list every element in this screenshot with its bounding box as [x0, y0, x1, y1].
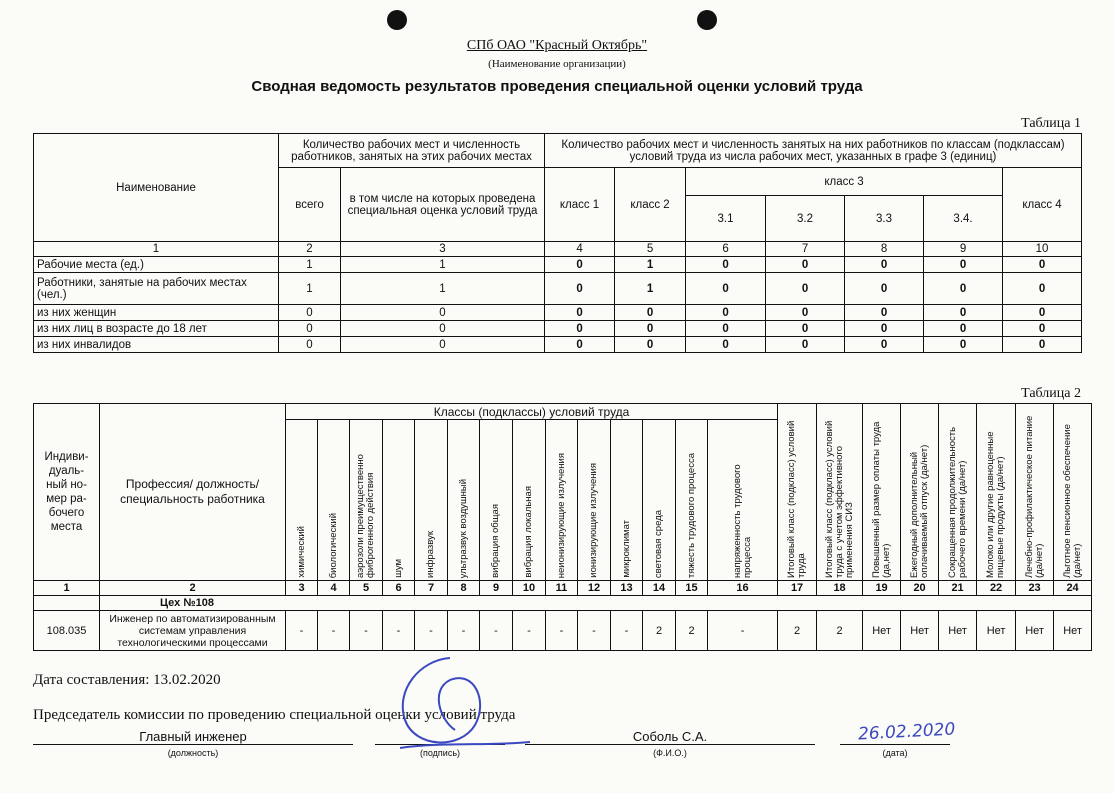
date-line: [840, 744, 950, 745]
t1-cell: 0: [1003, 257, 1082, 273]
table2-label: Таблица 2: [1021, 386, 1081, 401]
t1-header-class3-2: 3.2: [766, 196, 845, 242]
t1-col-number: 8: [845, 242, 924, 257]
t2-col-number: 8: [448, 581, 480, 596]
t2-header-factor: [513, 420, 546, 581]
t1-cell: 0: [766, 273, 845, 305]
t1-header-workplaces: Количество рабочих мест и численность работников, занятых на этих рабочих местах: [279, 134, 545, 168]
t1-column-numbers: [34, 242, 1082, 257]
t2-header-factor: [480, 420, 513, 581]
t2-header-factor: [415, 420, 448, 581]
t2-cell: -: [513, 611, 546, 651]
t2-header-factor: [643, 420, 676, 581]
t1-cell: 0: [1003, 337, 1082, 353]
t1-cell: 0: [279, 337, 341, 353]
t2-header-factor: [448, 420, 480, 581]
table1: [33, 133, 1082, 353]
t1-cell: 0: [686, 257, 766, 273]
t1-header-class3-1: 3.1: [686, 196, 766, 242]
t1-cell: 0: [341, 305, 545, 321]
t2-cell: 2: [676, 611, 708, 651]
t2-header-factor: [286, 420, 318, 581]
t1-col-number: 6: [686, 242, 766, 257]
t2-section-title: Цех №108: [100, 596, 1092, 611]
t2-row-id: 108.035: [34, 611, 100, 651]
table1-label: Таблица 1: [1021, 116, 1081, 131]
t1-cell: 1: [615, 273, 686, 305]
t1-cell: 0: [924, 273, 1003, 305]
t1-cell: 0: [1003, 305, 1082, 321]
t1-row-name: из них инвалидов: [34, 337, 279, 353]
organization-name: СПб ОАО "Красный Октябрь": [466, 38, 648, 53]
t1-cell: 0: [341, 321, 545, 337]
t2-col-number: 20: [901, 581, 939, 596]
t1-cell: 0: [686, 273, 766, 305]
t2-header-extra: [939, 404, 977, 581]
t1-cell: 1: [341, 273, 545, 305]
t2-cell: -: [350, 611, 383, 651]
t1-cell: 0: [766, 337, 845, 353]
t2-header-extra: [1054, 404, 1092, 581]
t2-header-extra: [1016, 404, 1054, 581]
t2-header-factor: [546, 420, 578, 581]
t2-cell: -: [611, 611, 643, 651]
t2-col-number: 4: [318, 581, 350, 596]
t2-header-factor-text: ионизирующие излучения: [588, 463, 599, 578]
t1-row-name: Работники, занятые на рабочих местах (чел.): [34, 273, 279, 305]
t2-col-number: 19: [863, 581, 901, 596]
t1-col-number: 10: [1003, 242, 1082, 257]
t2-cell: -: [286, 611, 318, 651]
t1-cell: 1: [279, 273, 341, 305]
t2-header-extra-text: Итоговый класс (подкласс) условий труда: [786, 420, 808, 578]
t2-header-factor: [611, 420, 643, 581]
t1-cell: 1: [341, 257, 545, 273]
t1-col-number: 9: [924, 242, 1003, 257]
t1-header-total: всего: [279, 168, 341, 242]
t1-col-number: 4: [545, 242, 615, 257]
t1-row-name: из них лиц в возрасте до 18 лет: [34, 321, 279, 337]
t2-col-number: 17: [778, 581, 817, 596]
t2-header-factor: [676, 420, 708, 581]
t2-cell: 2: [778, 611, 817, 651]
t2-cell: 2: [817, 611, 863, 651]
t1-cell: 0: [615, 321, 686, 337]
t2-header-extra-text: Повышенный размер оплаты труда (да,нет): [870, 421, 892, 578]
document-title: Сводная ведомость результатов проведения специальной оценки условий труда: [251, 78, 863, 95]
t2-header-factor-text: шум: [392, 559, 404, 578]
t2-header-factor-text: тяжесть трудового процесса: [685, 452, 697, 578]
t1-cell: 0: [279, 305, 341, 321]
t1-cell: 0: [845, 321, 924, 337]
t2-col-number: 11: [546, 581, 578, 596]
t2-header-factor-text: биологический: [327, 512, 339, 578]
t2-col-number: 23: [1016, 581, 1054, 596]
t2-header-extra: [901, 404, 939, 581]
t2-header-extra-text: Молоко или другие равноценные пищевые продукты (да/нет): [985, 431, 1007, 578]
t1-cell: 0: [766, 321, 845, 337]
t1-cell: 0: [1003, 273, 1082, 305]
t2-header-id: [34, 404, 100, 581]
t2-header-extra: [863, 404, 901, 581]
t2-cell: -: [383, 611, 415, 651]
name-line: [525, 744, 815, 745]
t2-col-number: 22: [977, 581, 1016, 596]
signature-caption: (подпись): [419, 748, 461, 758]
t2-header-factor-text: инфразвук: [425, 531, 436, 578]
t1-row: [34, 337, 1082, 353]
t2-col-number: 6: [383, 581, 415, 596]
t1-row-name: Рабочие места (ед.): [34, 257, 279, 273]
t2-header-factor-text: неионизирующие излучения: [555, 452, 567, 578]
t1-cell: 0: [545, 257, 615, 273]
t1-cell: 0: [924, 321, 1003, 337]
t2-header-factor-text: напряженность трудового процесса: [731, 464, 753, 578]
t1-cell: 0: [686, 305, 766, 321]
t1-cell: 0: [845, 337, 924, 353]
t1-col-number: 3: [341, 242, 545, 257]
t2-col-number: 7: [415, 581, 448, 596]
t1-cell: 0: [766, 257, 845, 273]
t2-section-blank: [34, 596, 100, 611]
t1-col-number: 7: [766, 242, 845, 257]
t1-cell: 0: [341, 337, 545, 353]
t1-header-class1: класс 1: [545, 168, 615, 242]
handwritten-date: 26.02.2020: [857, 719, 956, 745]
t2-cell: 2: [643, 611, 676, 651]
t1-cell: 0: [615, 305, 686, 321]
t1-header-class3-4: 3.4.: [924, 196, 1003, 242]
t2-header-extra-text: Сокращенная продолжительность рабочего времени (да/нет): [946, 426, 968, 578]
t1-cell: 1: [279, 257, 341, 273]
t2-header-factor-text: вибрация локальная: [523, 486, 534, 578]
t1-cell: 0: [924, 257, 1003, 273]
t2-header-factor-text: химический: [295, 526, 307, 578]
t2-header-factor-text: микроклимат: [620, 520, 632, 578]
t2-cell: Нет: [863, 611, 901, 651]
t1-header-class3-3: 3.3: [845, 196, 924, 242]
t2-header-factor: [708, 420, 778, 581]
t1-cell: 0: [845, 257, 924, 273]
t1-row-name: из них женщин: [34, 305, 279, 321]
t2-header-factor: [350, 420, 383, 581]
t2-col-number: 5: [350, 581, 383, 596]
t1-row: [34, 321, 1082, 337]
signature-scribble: [380, 650, 540, 760]
punch-hole-left: [387, 10, 407, 30]
t1-cell: 0: [845, 273, 924, 305]
t1-header-class2: класс 2: [615, 168, 686, 242]
t2-column-numbers: [34, 581, 1092, 596]
t2-col-number: 10: [513, 581, 546, 596]
position-value: Главный инженер: [139, 729, 247, 744]
t1-header-assessed: в том числе на которых проведена специальная оценка условий труда: [341, 168, 545, 242]
t1-cell: 0: [924, 337, 1003, 353]
t2-cell: Нет: [901, 611, 939, 651]
t2-header-extra-text: Лечебно-профилактическое питание (да/нет): [1023, 415, 1045, 578]
t2-col-number: 16: [708, 581, 778, 596]
t1-cell: 0: [545, 321, 615, 337]
t2-header-extra-text: Ежегодный дополнительный оплачиваемый отпуск (да/нет): [908, 444, 930, 578]
t2-col-number: 15: [676, 581, 708, 596]
organization-caption: (Наименование организации): [488, 58, 626, 70]
t1-col-number: 5: [615, 242, 686, 257]
t2-header-factor-text: световая среда: [653, 509, 664, 578]
position-line: [33, 744, 353, 745]
t1-cell: 0: [545, 337, 615, 353]
t2-col-number: 3: [286, 581, 318, 596]
date-caption: (дата): [882, 748, 908, 758]
t1-header-name: Наименование: [34, 134, 279, 242]
table2: [33, 403, 1092, 651]
t2-cell: -: [546, 611, 578, 651]
t2-cell: Нет: [1054, 611, 1092, 651]
t1-cell: 0: [845, 305, 924, 321]
t2-cell: -: [578, 611, 611, 651]
t1-cell: 0: [766, 305, 845, 321]
t2-cell: -: [448, 611, 480, 651]
t1-cell: 0: [686, 321, 766, 337]
t1-cell: 0: [279, 321, 341, 337]
t2-header-extra: [778, 404, 817, 581]
t2-col-number: 9: [480, 581, 513, 596]
t2-header-extra-text: Итоговый класс (подкласс) условий труда с учетом эффективного применения СИЗ: [823, 420, 855, 578]
t2-cell: -: [415, 611, 448, 651]
t1-header-classes: Количество рабочих мест и численность занятых на них работников по классам (подклассам) условий труда из числа рабочих мест, указанных в графе 3 (единиц): [545, 134, 1082, 168]
t2-header-classes: Классы (подклассы) условий труда: [286, 404, 778, 420]
t1-cell: 0: [545, 273, 615, 305]
t2-data-row: [34, 611, 1092, 651]
t2-header-extra: [817, 404, 863, 581]
t2-header-factor-text: ультразвук воздушный: [457, 478, 469, 578]
t2-col-number: 2: [100, 581, 286, 596]
chairman-label: Председатель комиссии по проведению специальной оценки условий труда: [33, 707, 516, 723]
t2-header-extra-text: Льготное пенсионное обеспечение (да/нет): [1061, 424, 1083, 578]
t2-col-number: 14: [643, 581, 676, 596]
t2-col-number: 21: [939, 581, 977, 596]
t1-col-number: 1: [34, 242, 279, 257]
t2-header-factor-text: аэрозоли преимущественно фиброгенного действия: [355, 454, 376, 578]
t2-header-profession: Профессия/ должность/ специальность работника: [100, 404, 286, 581]
t1-cell: 0: [615, 337, 686, 353]
t1-cell: 1: [615, 257, 686, 273]
t1-cell: 0: [924, 305, 1003, 321]
t2-header-factor: [383, 420, 415, 581]
t2-cell: Нет: [1016, 611, 1054, 651]
t2-cell: Нет: [977, 611, 1016, 651]
t2-col-number: 24: [1054, 581, 1092, 596]
t2-cell: -: [708, 611, 778, 651]
t2-cell: Нет: [939, 611, 977, 651]
t1-row: [34, 257, 1082, 273]
t2-col-number: 1: [34, 581, 100, 596]
t2-col-number: 18: [817, 581, 863, 596]
t1-cell: 0: [545, 305, 615, 321]
t2-header-factor: [318, 420, 350, 581]
t1-cell: 0: [1003, 321, 1082, 337]
t2-header-extra: [977, 404, 1016, 581]
punch-hole-right: [697, 10, 717, 30]
t2-col-number: 13: [611, 581, 643, 596]
name-caption: (Ф.И.О.): [653, 748, 687, 758]
t1-col-number: 2: [279, 242, 341, 257]
t2-header-factor-text: вибрация общая: [490, 504, 501, 578]
t2-cell: -: [318, 611, 350, 651]
compilation-date: Дата составления: 13.02.2020: [33, 672, 221, 688]
position-caption: (должность): [167, 748, 219, 758]
t1-header-class4: класс 4: [1003, 168, 1082, 242]
t1-header-class3: класс 3: [686, 168, 1003, 196]
t2-cell: -: [480, 611, 513, 651]
name-value: Соболь С.А.: [632, 729, 708, 744]
t2-col-number: 12: [578, 581, 611, 596]
t2-row-profession: Инженер по автоматизированным системам управления технологическими процессами: [100, 611, 286, 651]
t2-header-factor: [578, 420, 611, 581]
t1-cell: 0: [686, 337, 766, 353]
t2-header-id-text: Индиви-дуаль-ный но-мер ра-бочего места: [44, 451, 89, 533]
t1-row: [34, 273, 1082, 305]
t1-row: [34, 305, 1082, 321]
